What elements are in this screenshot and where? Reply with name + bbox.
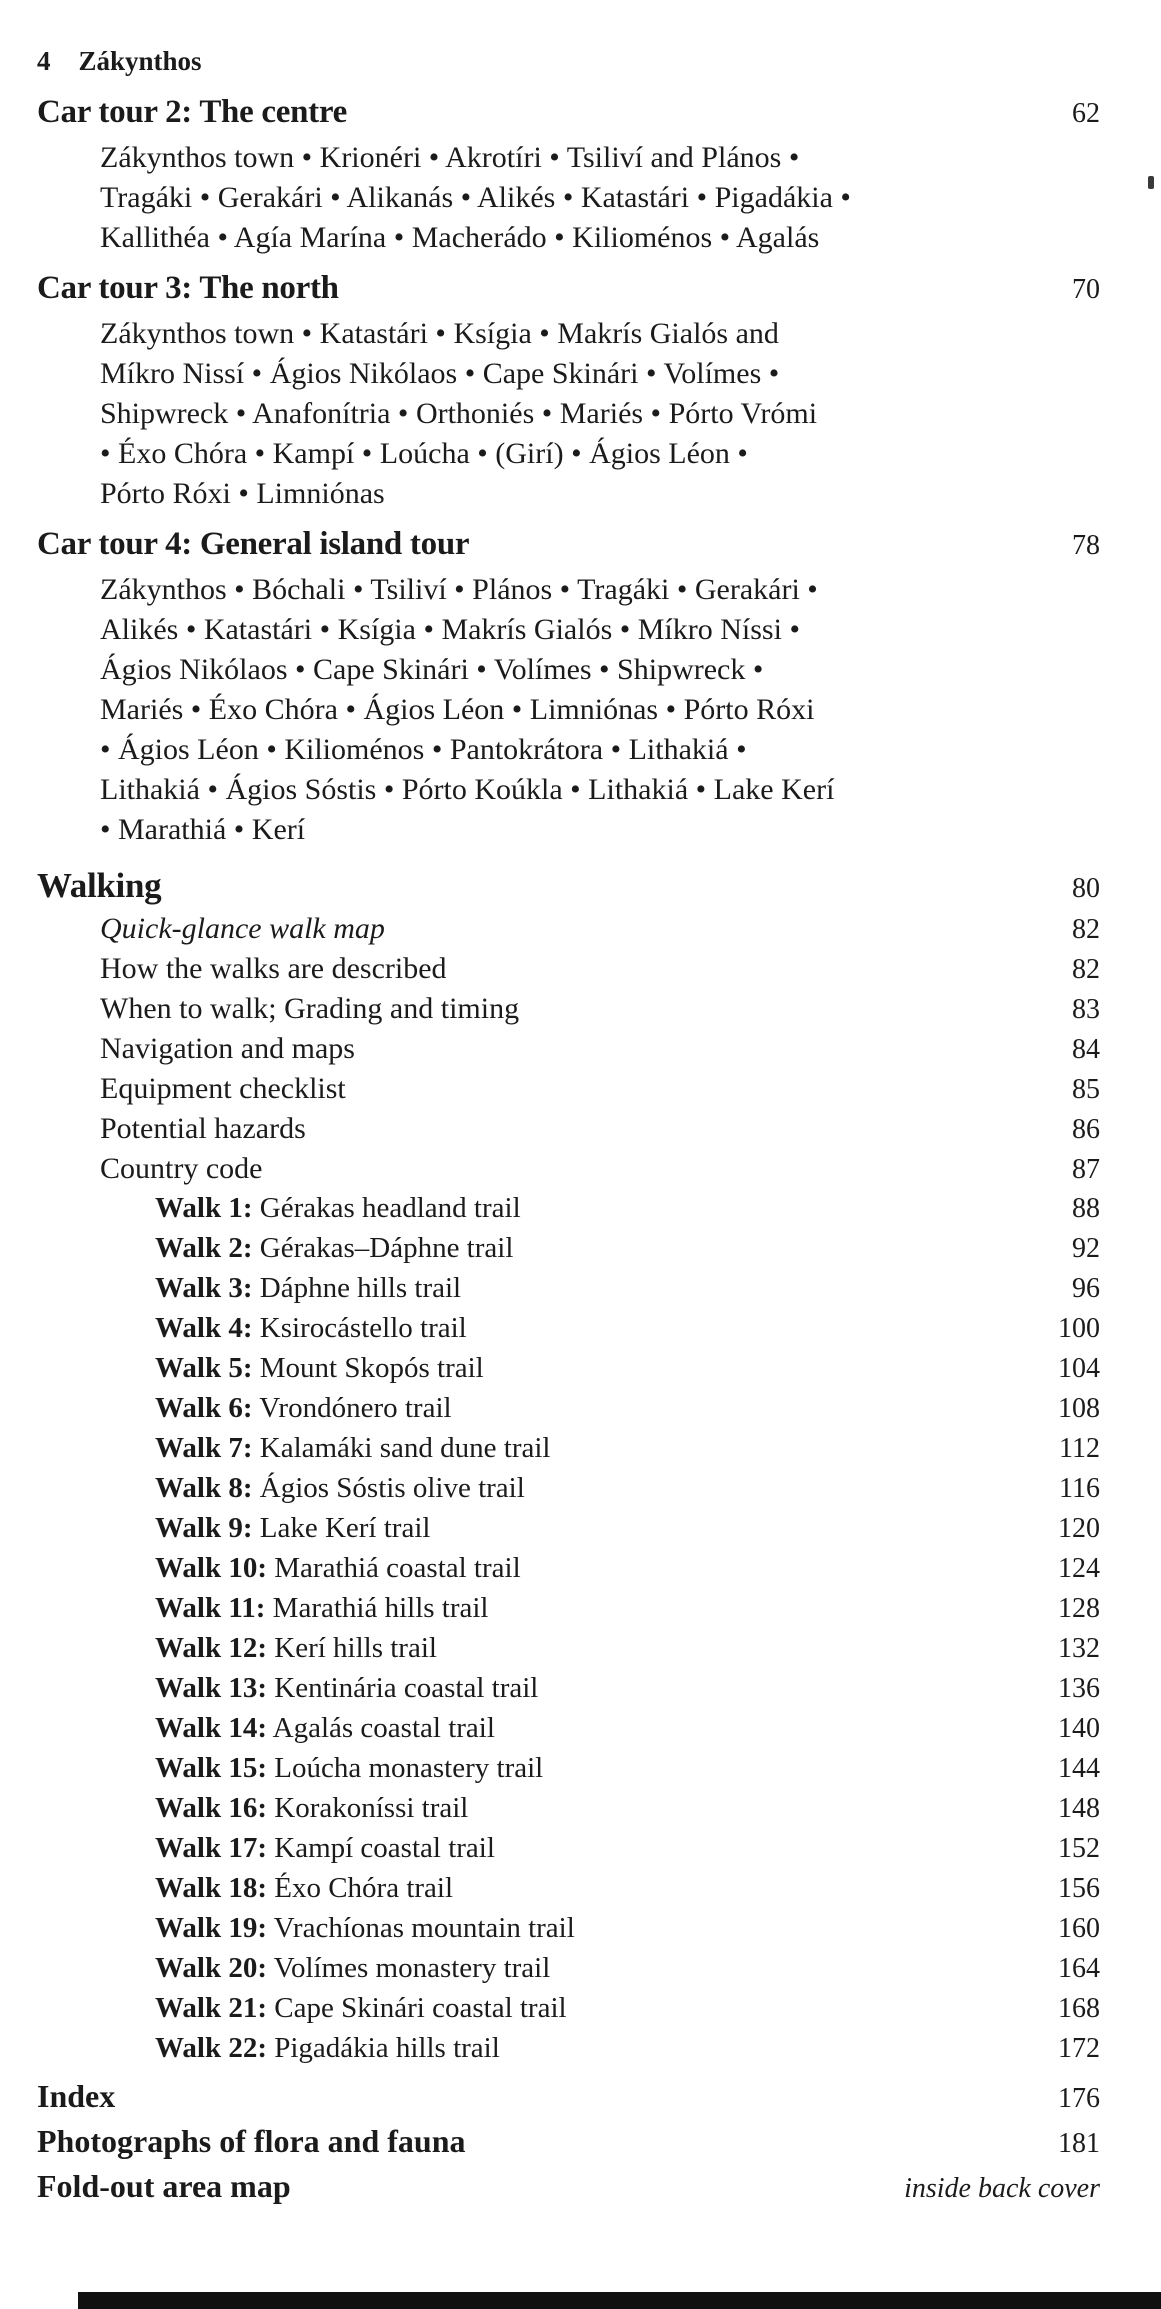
walk-number-prefix: Walk 17:: [155, 1832, 267, 1864]
page-number: 92: [1072, 1233, 1100, 1264]
page-number: 164: [1058, 1953, 1100, 1984]
page-number: 172: [1058, 2033, 1100, 2064]
toc-subitem-label: Equipment checklist: [100, 1072, 346, 1105]
walk-title: Éxo Chóra trail: [274, 1872, 454, 1904]
walk-title: Kampí coastal trail: [274, 1832, 495, 1864]
walk-number-prefix: Walk 4:: [155, 1312, 253, 1344]
toc-walk-entry: [155, 1512, 1161, 1552]
page-number: 62: [1072, 98, 1100, 129]
toc-subitem-label: Quick-glance walk map: [100, 912, 385, 945]
walk-number-prefix: Walk 15:: [155, 1752, 267, 1784]
walk-number-prefix: Walk 8:: [155, 1472, 253, 1504]
toc-subitem-label: How the walks are described: [100, 952, 447, 985]
toc-back-matter-entry: [37, 2078, 1161, 2123]
page-number: 124: [1058, 1553, 1100, 1584]
walk-number-prefix: Walk 19:: [155, 1912, 267, 1944]
page-number: 112: [1059, 1433, 1100, 1464]
toc-walk-label: [155, 1592, 489, 1625]
toc-walk-entry: [155, 1232, 1161, 1272]
toc-walk-label: [155, 1632, 437, 1665]
toc-walk-entry: [155, 1352, 1161, 1392]
walk-title: Marathiá hills trail: [272, 1592, 489, 1624]
walk-number-prefix: Walk 7:: [155, 1432, 253, 1464]
walk-number-prefix: Walk 5:: [155, 1352, 253, 1384]
walking-heading: [37, 866, 1161, 912]
page-number: 156: [1058, 1873, 1100, 1904]
toc-walk-entry: [155, 1832, 1161, 1872]
walk-number-prefix: Walk 22:: [155, 2032, 267, 2064]
toc-subitem-label: Navigation and maps: [100, 1032, 355, 1065]
toc-walk-entry: [155, 1432, 1161, 1472]
route-line: Zákynthos • Bóchali • Tsiliví • Plános • Tragáki • Gerakári •: [100, 573, 818, 606]
walk-title: Vrondónero trail: [259, 1392, 452, 1424]
walking-section: [0, 866, 1161, 2072]
route-line: Míkro Nissí • Ágios Nikólaos • Cape Skinári • Volímes •: [100, 357, 780, 390]
car-tour-chapters: [0, 94, 1161, 850]
route-line: Lithakiá • Ágios Sóstis • Pórto Koúkla • Lithakiá • Lake Kerí: [100, 773, 835, 806]
toc-subitem: [100, 992, 1161, 1032]
page-number: 176: [1058, 2083, 1100, 2114]
page-number: 168: [1058, 1993, 1100, 2024]
toc-walk-entry: [155, 1792, 1161, 1832]
walk-title: Dáphne hills trail: [259, 1272, 462, 1304]
toc-walk-entry: [155, 1592, 1161, 1632]
page-number: 82: [1072, 914, 1100, 945]
walk-title: Korakoníssi trail: [274, 1792, 469, 1824]
route-line: Pórto Róxi • Limniónas: [100, 477, 385, 510]
folio-page-number: 4: [37, 46, 51, 76]
route-line: Shipwreck • Anafonítria • Orthoniés • Mariés • Pórto Vrómi: [100, 397, 818, 430]
walk-title: Mount Skopós trail: [259, 1352, 484, 1384]
toc-subitem: [100, 952, 1161, 992]
route-line: Alikés • Katastári • Ksígia • Makrís Gialós • Míkro Níssi •: [100, 613, 800, 646]
walk-number-prefix: Walk 14:: [155, 1712, 267, 1744]
walk-title: Kerí hills trail: [274, 1632, 437, 1664]
toc-walk-label: [155, 1432, 550, 1465]
toc-chapter-title: Car tour 3: The north: [37, 270, 339, 306]
back-matter-section: [0, 2078, 1161, 2213]
toc-walk-label: [155, 1352, 484, 1385]
walk-title: Kentinária coastal trail: [274, 1672, 539, 1704]
route-description: [100, 138, 1161, 258]
page-header: [0, 0, 1161, 82]
route-description: [100, 314, 1161, 514]
walk-number-prefix: Walk 10:: [155, 1552, 267, 1584]
toc-walk-entry: [155, 1992, 1161, 2032]
toc-walk-entry: [155, 1752, 1161, 1792]
walk-title: Cape Skinári coastal trail: [274, 1992, 567, 2024]
toc-walk-label: [155, 1912, 575, 1945]
toc-walk-entry: [155, 1472, 1161, 1512]
page-number: 88: [1072, 1193, 1100, 1224]
scan-edge-bar: [78, 2292, 1161, 2309]
page-number: 96: [1072, 1273, 1100, 1304]
walk-number-prefix: Walk 3:: [155, 1272, 253, 1304]
walk-title: Vrachíonas mountain trail: [273, 1912, 575, 1944]
toc-walk-label: [155, 1992, 567, 2025]
walk-title: Marathiá coastal trail: [274, 1552, 521, 1584]
toc-walk-label: [155, 1512, 430, 1545]
toc-subitem: [100, 1152, 1161, 1192]
toc-subitem: [100, 1032, 1161, 1072]
toc-chapter-title: Car tour 2: The centre: [37, 94, 347, 130]
toc-walk-label: [155, 1552, 521, 1585]
route-line: Ágios Nikólaos • Cape Skinári • Volímes • Shipwreck •: [100, 653, 764, 686]
toc-walk-label: [155, 1952, 550, 1985]
walk-title: Pigadákia hills trail: [274, 2032, 500, 2064]
scan-artifact-mark: [1148, 176, 1154, 189]
toc-subitem-label: Country code: [100, 1152, 263, 1185]
walk-title: Volímes monastery trail: [273, 1952, 551, 1984]
toc-subitem-label: When to walk; Grading and timing: [100, 992, 520, 1025]
walk-title: Gérakas–Dáphne trail: [259, 1232, 514, 1264]
walk-title: Ksirocástello trail: [259, 1312, 467, 1344]
page-number: 128: [1058, 1593, 1100, 1624]
route-description: [100, 570, 1161, 850]
toc-walk-entry: [155, 1872, 1161, 1912]
walk-number-prefix: Walk 21:: [155, 1992, 267, 2024]
toc-subitem: [100, 1112, 1161, 1152]
route-line: Zákynthos town • Krionéri • Akrotíri • Tsiliví and Plános •: [100, 141, 800, 174]
toc-walk-label: [155, 2032, 500, 2065]
walk-number-prefix: Walk 20:: [155, 1952, 267, 1984]
walk-title: Agalás coastal trail: [272, 1712, 495, 1744]
walk-number-prefix: Walk 11:: [155, 1592, 266, 1624]
toc-chapter: [0, 270, 1161, 514]
walk-title: Lake Kerí trail: [259, 1512, 431, 1544]
page-number: 152: [1058, 1833, 1100, 1864]
walk-title: Kalamáki sand dune trail: [259, 1432, 551, 1464]
toc-walk-label: [155, 1832, 495, 1865]
toc-walk-label: [155, 1792, 468, 1825]
page-number: 78: [1072, 530, 1100, 561]
page-number: 148: [1058, 1793, 1100, 1824]
walk-number-prefix: Walk 18:: [155, 1872, 267, 1904]
page-number: 83: [1072, 994, 1100, 1025]
route-line: Zákynthos town • Katastári • Ksígia • Makrís Gialós and: [100, 317, 779, 350]
toc-walk-entry: [155, 1272, 1161, 1312]
toc-walk-label: [155, 1272, 461, 1305]
toc-walk-label: [155, 1312, 467, 1345]
toc-walk-label: [155, 1192, 521, 1225]
page-number: 104: [1058, 1353, 1100, 1384]
walk-title: Gérakas headland trail: [259, 1192, 521, 1224]
walk-number-prefix: Walk 12:: [155, 1632, 267, 1664]
toc-walk-entry: [155, 1712, 1161, 1752]
toc-walk-entry: [155, 1192, 1161, 1232]
toc-subitem-label: Potential hazards: [100, 1112, 306, 1145]
toc-back-matter-entry: [37, 2123, 1161, 2168]
page-reference-text: inside back cover: [904, 2173, 1100, 2204]
walk-number-prefix: Walk 13:: [155, 1672, 267, 1704]
walk-number-prefix: Walk 1:: [155, 1192, 253, 1224]
toc-walk-entry: [155, 1552, 1161, 1592]
page-number: 136: [1058, 1673, 1100, 1704]
toc-chapter: [0, 94, 1161, 258]
walk-number-prefix: Walk 9:: [155, 1512, 253, 1544]
toc-walk-entry: [155, 1632, 1161, 1672]
page-number: 181: [1058, 2128, 1100, 2159]
page-number: 100: [1058, 1313, 1100, 1344]
route-line: • Ágios Léon • Kilioménos • Pantokrátora • Lithakiá •: [100, 733, 747, 766]
toc-walk-entry: [155, 1312, 1161, 1352]
route-line: Kallithéa • Agía Marína • Macherádo • Kilioménos • Agalás: [100, 221, 820, 254]
walk-number-prefix: Walk 16:: [155, 1792, 267, 1824]
toc-walk-entry: [155, 2032, 1161, 2072]
page-number: 116: [1059, 1473, 1100, 1504]
book-title: Zákynthos: [78, 46, 202, 76]
toc-walk-entry: [155, 1672, 1161, 1712]
toc-chapter-heading: [37, 270, 1161, 314]
toc-walk-entry: [155, 1952, 1161, 1992]
back-matter-title: Index: [37, 2078, 116, 2114]
toc-walk-label: [155, 1232, 513, 1265]
toc-walk-label: [155, 1672, 538, 1705]
page-number: 82: [1072, 954, 1100, 985]
toc-subitem: [100, 912, 1161, 952]
back-matter-title: Fold-out area map: [37, 2168, 291, 2204]
toc-back-matter-entry: [37, 2168, 1161, 2213]
page-number: 80: [1072, 873, 1100, 904]
toc-chapter: [0, 526, 1161, 850]
route-line: Tragáki • Gerakári • Alikanás • Alikés • Katastári • Pigadákia •: [100, 181, 851, 214]
toc-walk-label: [155, 1872, 453, 1905]
route-line: • Marathiá • Kerí: [100, 813, 306, 846]
toc-chapter-heading: [37, 94, 1161, 138]
page-number: 87: [1072, 1154, 1100, 1185]
walking-title: Walking: [37, 866, 162, 905]
page-number: 120: [1058, 1513, 1100, 1544]
walk-title: Loúcha monastery trail: [274, 1752, 544, 1784]
toc-subitem: [100, 1072, 1161, 1112]
walk-title: Ágios Sóstis olive trail: [259, 1472, 525, 1504]
page-number: 140: [1058, 1713, 1100, 1744]
toc-walk-label: [155, 1712, 495, 1745]
toc-walk-label: [155, 1752, 543, 1785]
page-number: 108: [1058, 1393, 1100, 1424]
route-line: • Éxo Chóra • Kampí • Loúcha • (Girí) • Ágios Léon •: [100, 437, 748, 470]
page-number: 84: [1072, 1034, 1100, 1065]
page-number: 160: [1058, 1913, 1100, 1944]
toc-walk-label: [155, 1392, 452, 1425]
route-line: Mariés • Éxo Chóra • Ágios Léon • Limniónas • Pórto Róxi: [100, 693, 815, 726]
toc-walk-entry: [155, 1392, 1161, 1432]
page-number: 144: [1058, 1753, 1100, 1784]
walk-number-prefix: Walk 6:: [155, 1392, 253, 1424]
back-matter-title: Photographs of flora and fauna: [37, 2123, 466, 2159]
toc-chapter-title: Car tour 4: General island tour: [37, 526, 470, 562]
page-number: 85: [1072, 1074, 1100, 1105]
page-number: 86: [1072, 1114, 1100, 1145]
toc-walk-label: [155, 1472, 525, 1505]
toc-walk-entry: [155, 1912, 1161, 1952]
toc-chapter-heading: [37, 526, 1161, 570]
page-number: 132: [1058, 1633, 1100, 1664]
walk-number-prefix: Walk 2:: [155, 1232, 253, 1264]
page-number: 70: [1072, 274, 1100, 305]
